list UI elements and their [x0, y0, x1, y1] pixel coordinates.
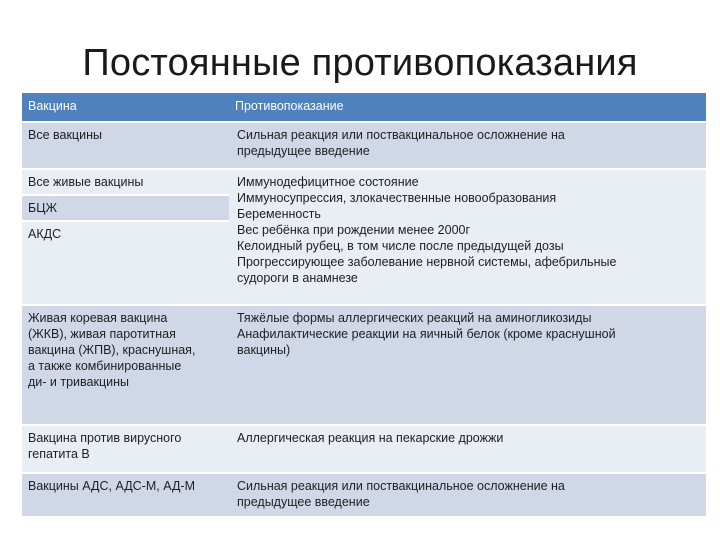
contraindication-line: Иммунодефицитное состояние — [237, 175, 419, 189]
contraindication-line: Келоидный рубец, в том числе после предыдущей дозы — [237, 239, 564, 253]
vaccine-line: Вакцина против вирусного — [28, 431, 182, 445]
contraindication-line: судороги в анамнезе — [237, 271, 358, 285]
vaccine-cell: Вакцины АДС, АДС-М, АД-М — [22, 473, 229, 517]
contraindications-table — [22, 93, 706, 518]
page-title: Постоянные противопоказания — [82, 42, 638, 84]
vaccine-cell: Все живые вакцины — [22, 169, 229, 195]
vaccine-line: Живая коревая вакцина — [28, 311, 168, 325]
table-row — [22, 169, 706, 195]
contraindication-line: Вес ребёнка при рождении менее 2000г — [237, 223, 471, 237]
contraindication-line: Иммуносупрессия, злокачественные новообразования — [237, 191, 557, 205]
contraindication-line: Сильная реакция или поствакцинальное осложнение на — [237, 128, 565, 142]
header-vaccine: Вакцина — [22, 93, 229, 122]
vaccine-line: а также комбинированные — [28, 359, 182, 373]
vaccine-cell: БЦЖ — [22, 195, 229, 221]
table-row — [22, 473, 706, 517]
contraindication-line: предыдущее введение — [237, 144, 370, 158]
contraindication-cell — [229, 169, 706, 305]
contraindication-line: Прогрессирующее заболевание нервной системы, афебрильные — [237, 255, 617, 269]
vaccine-line: ди- и тривакцины — [28, 375, 129, 389]
table-header-row — [22, 93, 706, 122]
contraindication-line: Сильная реакция или поствакцинальное осложнение на — [237, 479, 565, 493]
contraindication-line: Аллергическая реакция на пекарские дрожжи — [237, 431, 504, 445]
vaccine-line: гепатита В — [28, 447, 90, 461]
header-contraindication: Противопоказание — [229, 93, 706, 122]
contraindication-line: предыдущее введение — [237, 495, 370, 509]
contraindication-cell — [229, 473, 706, 517]
vaccine-line: (ЖКВ), живая паротитная — [28, 327, 176, 341]
vaccine-cell: Все вакцины — [22, 122, 229, 169]
vaccine-cell — [22, 305, 229, 425]
table-row — [22, 425, 706, 473]
contraindication-cell — [229, 122, 706, 169]
vaccine-cell — [22, 425, 229, 473]
table-row — [22, 122, 706, 169]
contraindication-line: Беременность — [237, 207, 321, 221]
contraindication-cell — [229, 305, 706, 425]
vaccine-cell: АКДС — [22, 221, 229, 305]
contraindication-line: вакцины) — [237, 343, 291, 357]
table-row — [22, 305, 706, 425]
contraindication-line: Анафилактические реакции на яичный белок (кроме краснушной — [237, 327, 616, 341]
vaccine-line: вакцина (ЖПВ), краснушная, — [28, 343, 196, 357]
contraindication-cell — [229, 425, 706, 473]
contraindication-line: Тяжёлые формы аллергических реакций на аминогликозиды — [237, 311, 592, 325]
